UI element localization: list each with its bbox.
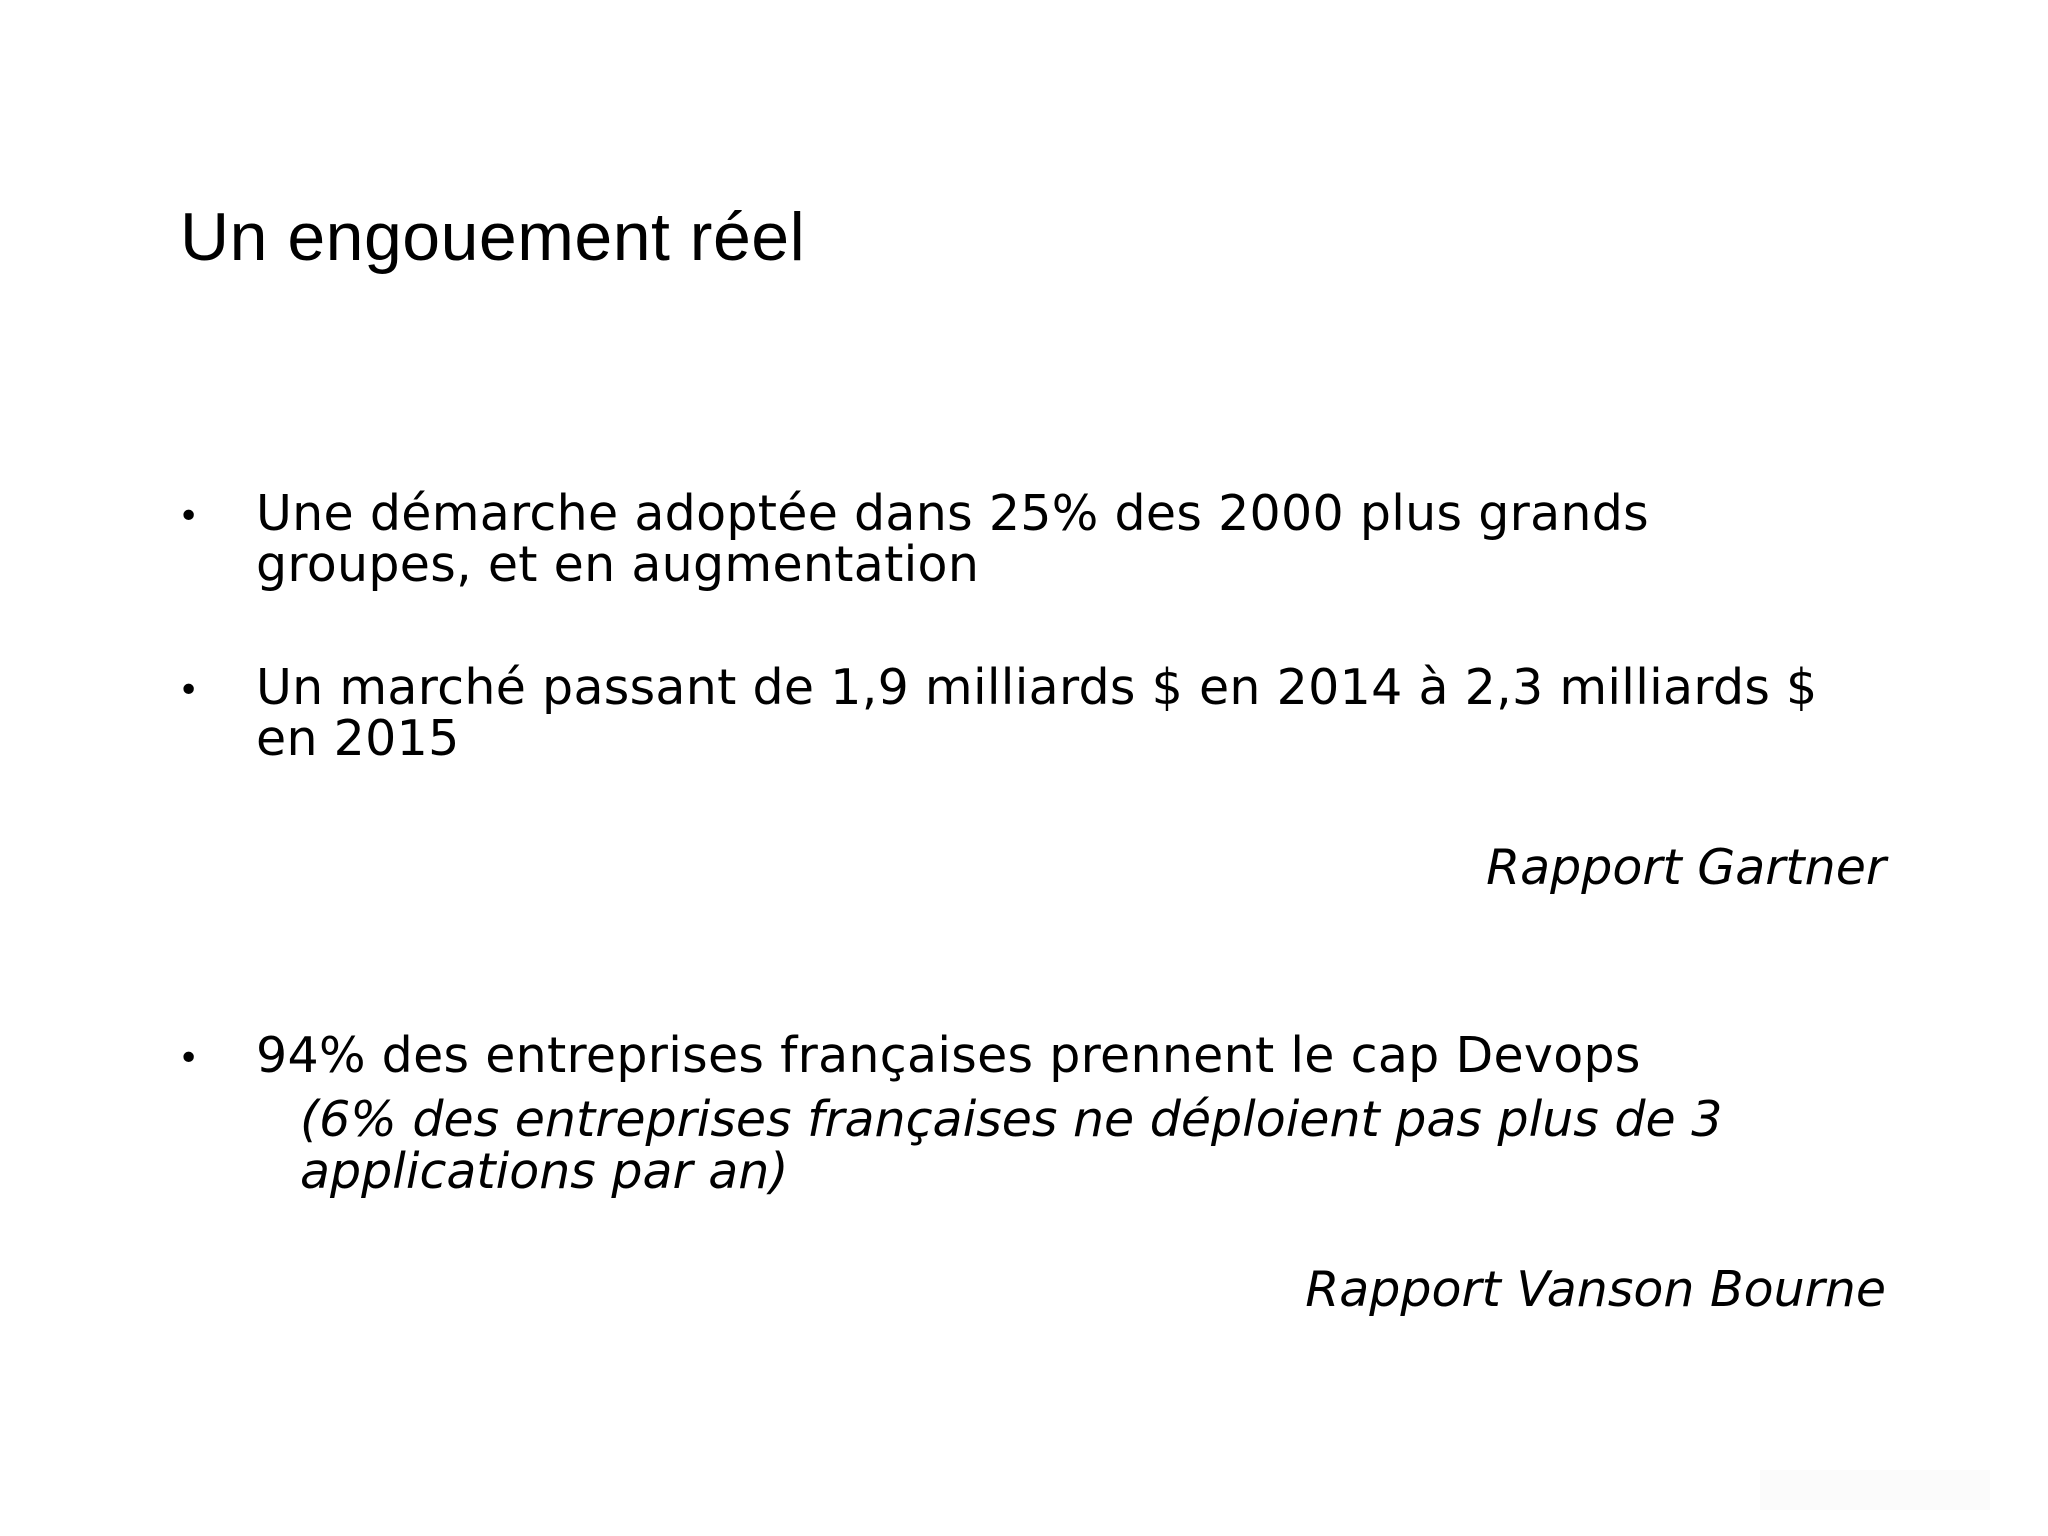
text-line: en 2015 (256, 710, 460, 767)
bullet-marker: • (178, 670, 200, 711)
text-line: groupes, et en augmentation (256, 536, 980, 593)
text-line: Un marché passant de 1,9 milliards $ en 2014 à 2,3 milliards $ (256, 659, 1818, 716)
bullet-text-france (256, 1027, 1896, 1084)
bullet-text-adoption (256, 485, 1896, 593)
note-line: applications par an) (300, 1143, 789, 1200)
bullet-marker: • (178, 496, 200, 537)
source-gartner: Rapport Gartner (1486, 839, 1886, 896)
bullet-marker: • (178, 1038, 200, 1079)
slide-title: Un engouement réel (180, 199, 806, 275)
footer-watermark (1760, 1470, 1990, 1510)
source-vanson-bourne: Rapport Vanson Bourne (1305, 1261, 1886, 1318)
bullet-note-france (300, 1091, 1900, 1200)
text-line: Une démarche adoptée dans 25% des 2000 plus grands (256, 485, 1649, 542)
bullet-text-market (256, 659, 1896, 767)
note-line: (6% des entreprises françaises ne déploient pas plus de 3 (300, 1091, 1723, 1148)
text-line: 94% des entreprises françaises prennent le cap Devops (256, 1027, 1641, 1084)
